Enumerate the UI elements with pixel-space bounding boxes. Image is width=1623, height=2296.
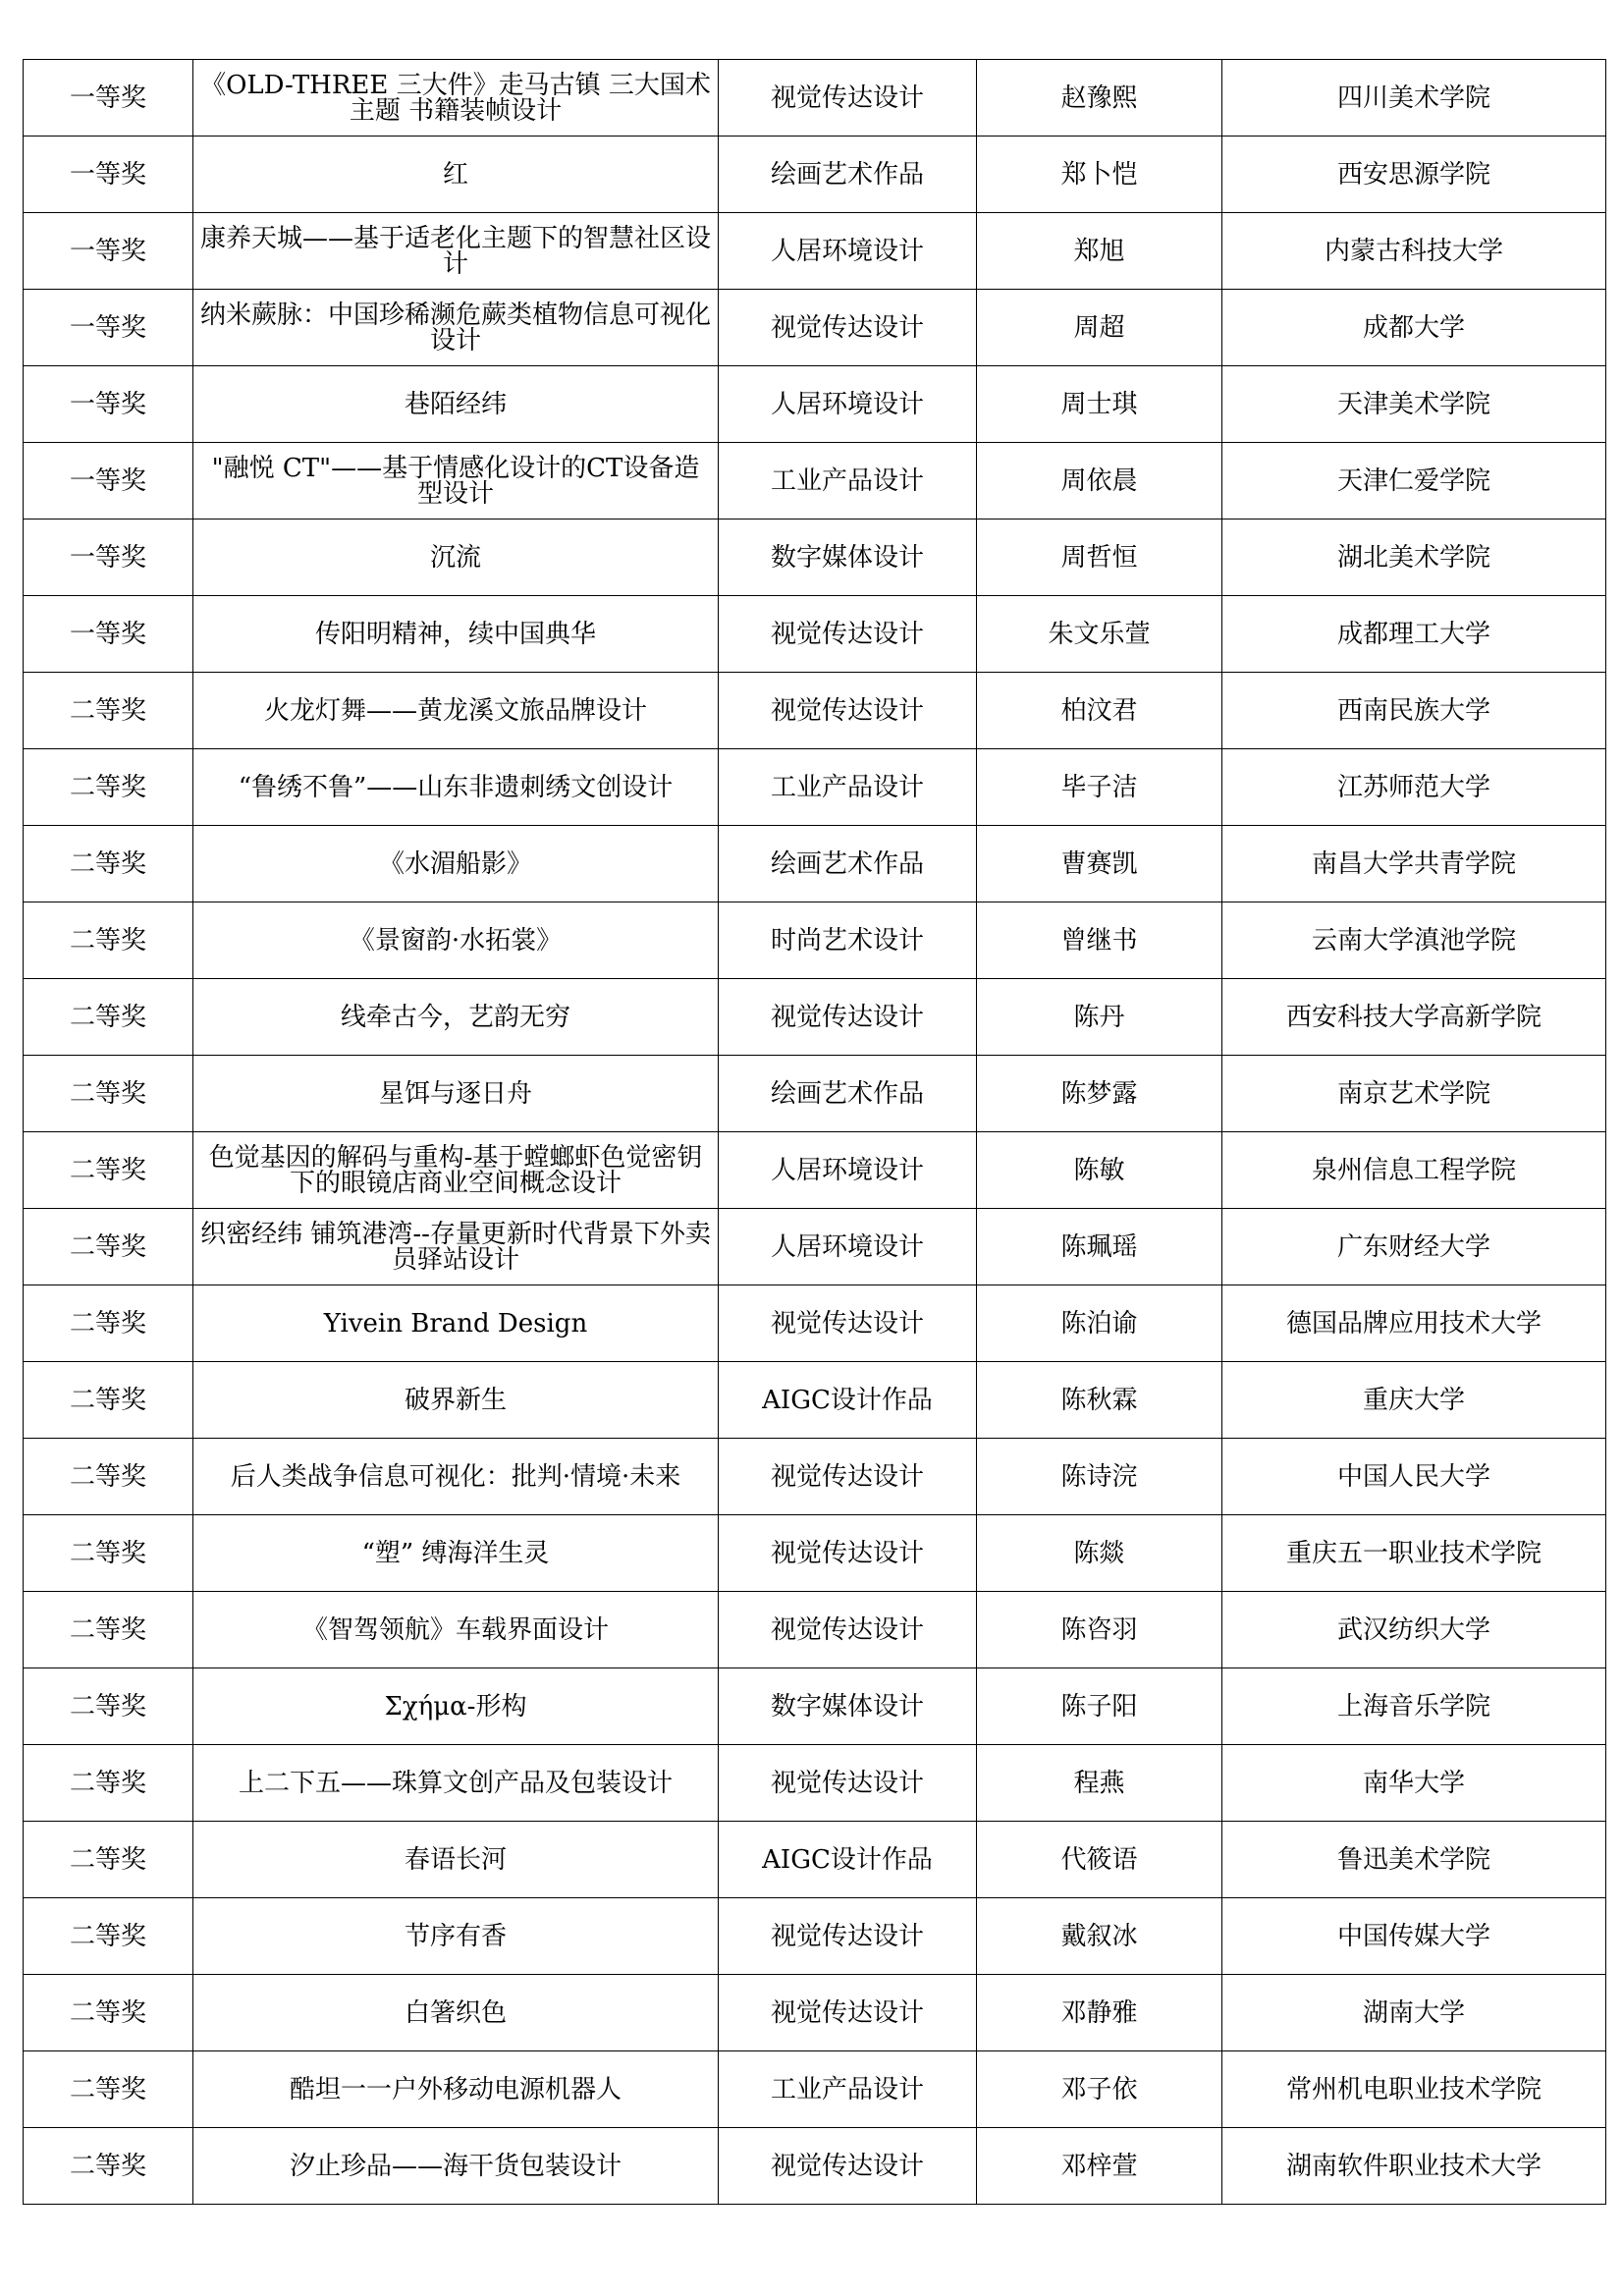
work-title-cell: 《水湄船影》 — [193, 826, 719, 902]
author-cell: 郑旭 — [977, 213, 1222, 290]
table-row — [24, 2051, 1606, 2128]
table-row — [24, 673, 1606, 749]
institution-cell: 中国传媒大学 — [1222, 1898, 1606, 1975]
work-title-cell: 沉流 — [193, 519, 719, 596]
category-cell: 工业产品设计 — [719, 2051, 977, 2128]
work-title-cell: Σχήμα-形构 — [193, 1668, 719, 1745]
award-level-cell: 二等奖 — [24, 902, 193, 979]
institution-cell: 内蒙古科技大学 — [1222, 213, 1606, 290]
work-title-cell: 汐止珍品——海干货包装设计 — [193, 2128, 719, 2205]
category-cell: 绘画艺术作品 — [719, 137, 977, 213]
category-cell: 绘画艺术作品 — [719, 1056, 977, 1132]
category-cell: 视觉传达设计 — [719, 1745, 977, 1822]
award-level-cell: 二等奖 — [24, 826, 193, 902]
institution-cell: 广东财经大学 — [1222, 1209, 1606, 1285]
table-row — [24, 443, 1606, 519]
work-title-cell: 上二下五——珠算文创产品及包装设计 — [193, 1745, 719, 1822]
award-level-cell: 二等奖 — [24, 1745, 193, 1822]
author-cell: 陈秋霖 — [977, 1362, 1222, 1439]
author-cell: 曾继书 — [977, 902, 1222, 979]
institution-cell: 天津美术学院 — [1222, 366, 1606, 443]
work-title-cell: 节序有香 — [193, 1898, 719, 1975]
work-title-cell: 康养天城——基于适老化主题下的智慧社区设计 — [193, 213, 719, 290]
institution-cell: 德国品牌应用技术大学 — [1222, 1285, 1606, 1362]
table-row — [24, 1975, 1606, 2051]
institution-cell: 泉州信息工程学院 — [1222, 1132, 1606, 1209]
author-cell: 周依晨 — [977, 443, 1222, 519]
author-cell: 柏汶君 — [977, 673, 1222, 749]
institution-cell: 西安科技大学高新学院 — [1222, 979, 1606, 1056]
category-cell: 视觉传达设计 — [719, 60, 977, 137]
table-row — [24, 596, 1606, 673]
work-title-cell: 破界新生 — [193, 1362, 719, 1439]
category-cell: 视觉传达设计 — [719, 1285, 977, 1362]
category-cell: 数字媒体设计 — [719, 519, 977, 596]
award-level-cell: 一等奖 — [24, 443, 193, 519]
category-cell: 工业产品设计 — [719, 443, 977, 519]
work-title-cell: 星饵与逐日舟 — [193, 1056, 719, 1132]
author-cell: 朱文乐萱 — [977, 596, 1222, 673]
award-level-cell: 一等奖 — [24, 366, 193, 443]
work-title-cell: “塑” 缚海洋生灵 — [193, 1515, 719, 1592]
award-level-cell: 二等奖 — [24, 1592, 193, 1668]
category-cell: 数字媒体设计 — [719, 1668, 977, 1745]
institution-cell: 成都大学 — [1222, 290, 1606, 366]
table-row — [24, 1515, 1606, 1592]
award-level-cell: 二等奖 — [24, 1898, 193, 1975]
award-level-cell: 二等奖 — [24, 749, 193, 826]
author-cell: 戴叙冰 — [977, 1898, 1222, 1975]
table-row — [24, 60, 1606, 137]
institution-cell: 西南民族大学 — [1222, 673, 1606, 749]
category-cell: 绘画艺术作品 — [719, 826, 977, 902]
institution-cell: 湖南大学 — [1222, 1975, 1606, 2051]
author-cell: 周士琪 — [977, 366, 1222, 443]
author-cell: 周超 — [977, 290, 1222, 366]
table-row — [24, 519, 1606, 596]
institution-cell: 湖南软件职业技术大学 — [1222, 2128, 1606, 2205]
work-title-cell: 传阳明精神，续中国典华 — [193, 596, 719, 673]
table-row — [24, 1592, 1606, 1668]
table-row — [24, 290, 1606, 366]
work-title-cell: 色觉基因的解码与重构-基于螳螂虾色觉密钥下的眼镜店商业空间概念设计 — [193, 1132, 719, 1209]
work-title-cell: 酷坦一一户外移动电源机器人 — [193, 2051, 719, 2128]
category-cell: AIGC设计作品 — [719, 1362, 977, 1439]
table-row — [24, 826, 1606, 902]
author-cell: 曹赛凯 — [977, 826, 1222, 902]
author-cell: 代筱语 — [977, 1822, 1222, 1898]
award-level-cell: 一等奖 — [24, 213, 193, 290]
work-title-cell: Yivein Brand Design — [193, 1285, 719, 1362]
author-cell: 周哲恒 — [977, 519, 1222, 596]
category-cell: 视觉传达设计 — [719, 290, 977, 366]
award-level-cell: 一等奖 — [24, 60, 193, 137]
work-title-cell: 巷陌经纬 — [193, 366, 719, 443]
work-title-cell: 春语长河 — [193, 1822, 719, 1898]
institution-cell: 南华大学 — [1222, 1745, 1606, 1822]
table-row — [24, 2128, 1606, 2205]
work-title-cell: 织密经纬 铺筑港湾--存量更新时代背景下外卖员驿站设计 — [193, 1209, 719, 1285]
work-title-cell: 火龙灯舞——黄龙溪文旅品牌设计 — [193, 673, 719, 749]
category-cell: 视觉传达设计 — [719, 673, 977, 749]
table-row — [24, 1056, 1606, 1132]
author-cell: 邓梓萱 — [977, 2128, 1222, 2205]
table-row — [24, 1209, 1606, 1285]
institution-cell: 湖北美术学院 — [1222, 519, 1606, 596]
author-cell: 陈咨羽 — [977, 1592, 1222, 1668]
table-row — [24, 1822, 1606, 1898]
award-level-cell: 二等奖 — [24, 1822, 193, 1898]
institution-cell: 南昌大学共青学院 — [1222, 826, 1606, 902]
category-cell: 视觉传达设计 — [719, 596, 977, 673]
author-cell: 陈诗浣 — [977, 1439, 1222, 1515]
award-level-cell: 二等奖 — [24, 1132, 193, 1209]
author-cell: 陈丹 — [977, 979, 1222, 1056]
author-cell: 赵豫熙 — [977, 60, 1222, 137]
work-title-cell: 《景窗韵·水拓裳》 — [193, 902, 719, 979]
category-cell: 人居环境设计 — [719, 213, 977, 290]
award-level-cell: 二等奖 — [24, 2128, 193, 2205]
category-cell: 视觉传达设计 — [719, 1975, 977, 2051]
award-level-cell: 二等奖 — [24, 1668, 193, 1745]
work-title-cell: 后人类战争信息可视化：批判·情境·未来 — [193, 1439, 719, 1515]
award-level-cell: 二等奖 — [24, 2051, 193, 2128]
award-level-cell: 二等奖 — [24, 1362, 193, 1439]
author-cell: 毕子洁 — [977, 749, 1222, 826]
award-level-cell: 一等奖 — [24, 290, 193, 366]
table-row — [24, 902, 1606, 979]
category-cell: 时尚艺术设计 — [719, 902, 977, 979]
work-title-cell: "融悦 CT"——基于情感化设计的CT设备造型设计 — [193, 443, 719, 519]
institution-cell: 成都理工大学 — [1222, 596, 1606, 673]
award-level-cell: 二等奖 — [24, 1209, 193, 1285]
category-cell: 视觉传达设计 — [719, 1592, 977, 1668]
work-title-cell: 红 — [193, 137, 719, 213]
table-row — [24, 366, 1606, 443]
work-title-cell: 《智驾领航》车载界面设计 — [193, 1592, 719, 1668]
table-row — [24, 1745, 1606, 1822]
category-cell: 视觉传达设计 — [719, 979, 977, 1056]
author-cell: 程燕 — [977, 1745, 1222, 1822]
category-cell: 视觉传达设计 — [719, 1515, 977, 1592]
award-level-cell: 二等奖 — [24, 1439, 193, 1515]
institution-cell: 重庆大学 — [1222, 1362, 1606, 1439]
award-level-cell: 二等奖 — [24, 979, 193, 1056]
author-cell: 陈燚 — [977, 1515, 1222, 1592]
awards-table-body — [24, 60, 1606, 2205]
institution-cell: 西安思源学院 — [1222, 137, 1606, 213]
table-row — [24, 1898, 1606, 1975]
institution-cell: 鲁迅美术学院 — [1222, 1822, 1606, 1898]
category-cell: 人居环境设计 — [719, 366, 977, 443]
institution-cell: 中国人民大学 — [1222, 1439, 1606, 1515]
author-cell: 陈敏 — [977, 1132, 1222, 1209]
work-title-cell: 线牵古今，艺韵无穷 — [193, 979, 719, 1056]
table-row — [24, 1132, 1606, 1209]
table-row — [24, 1439, 1606, 1515]
work-title-cell: 纳米蕨脉：中国珍稀濒危蕨类植物信息可视化设计 — [193, 290, 719, 366]
institution-cell: 上海音乐学院 — [1222, 1668, 1606, 1745]
category-cell: 视觉传达设计 — [719, 1439, 977, 1515]
author-cell: 陈珮瑶 — [977, 1209, 1222, 1285]
institution-cell: 重庆五一职业技术学院 — [1222, 1515, 1606, 1592]
award-level-cell: 二等奖 — [24, 1975, 193, 2051]
table-row — [24, 1285, 1606, 1362]
institution-cell: 江苏师范大学 — [1222, 749, 1606, 826]
table-row — [24, 213, 1606, 290]
table-row — [24, 137, 1606, 213]
author-cell: 邓静雅 — [977, 1975, 1222, 2051]
work-title-cell: 白箸织色 — [193, 1975, 719, 2051]
award-level-cell: 二等奖 — [24, 673, 193, 749]
table-row — [24, 1362, 1606, 1439]
award-level-cell: 一等奖 — [24, 137, 193, 213]
award-level-cell: 二等奖 — [24, 1056, 193, 1132]
award-level-cell: 二等奖 — [24, 1285, 193, 1362]
author-cell: 郑卜恺 — [977, 137, 1222, 213]
work-title-cell: 《OLD-THREE 三大件》走马古镇 三大国术主题 书籍装帧设计 — [193, 60, 719, 137]
institution-cell: 天津仁爱学院 — [1222, 443, 1606, 519]
category-cell: 人居环境设计 — [719, 1209, 977, 1285]
institution-cell: 常州机电职业技术学院 — [1222, 2051, 1606, 2128]
institution-cell: 四川美术学院 — [1222, 60, 1606, 137]
category-cell: 工业产品设计 — [719, 749, 977, 826]
award-level-cell: 一等奖 — [24, 519, 193, 596]
award-level-cell: 二等奖 — [24, 1515, 193, 1592]
work-title-cell: “鲁绣不鲁”——山东非遗刺绣文创设计 — [193, 749, 719, 826]
author-cell: 陈子阳 — [977, 1668, 1222, 1745]
author-cell: 陈梦露 — [977, 1056, 1222, 1132]
table-row — [24, 1668, 1606, 1745]
category-cell: 人居环境设计 — [719, 1132, 977, 1209]
institution-cell: 武汉纺织大学 — [1222, 1592, 1606, 1668]
category-cell: 视觉传达设计 — [719, 2128, 977, 2205]
award-level-cell: 一等奖 — [24, 596, 193, 673]
category-cell: 视觉传达设计 — [719, 1898, 977, 1975]
author-cell: 邓子依 — [977, 2051, 1222, 2128]
author-cell: 陈泊谕 — [977, 1285, 1222, 1362]
institution-cell: 南京艺术学院 — [1222, 1056, 1606, 1132]
awards-table — [23, 59, 1606, 2205]
table-row — [24, 979, 1606, 1056]
table-row — [24, 749, 1606, 826]
category-cell: AIGC设计作品 — [719, 1822, 977, 1898]
institution-cell: 云南大学滇池学院 — [1222, 902, 1606, 979]
